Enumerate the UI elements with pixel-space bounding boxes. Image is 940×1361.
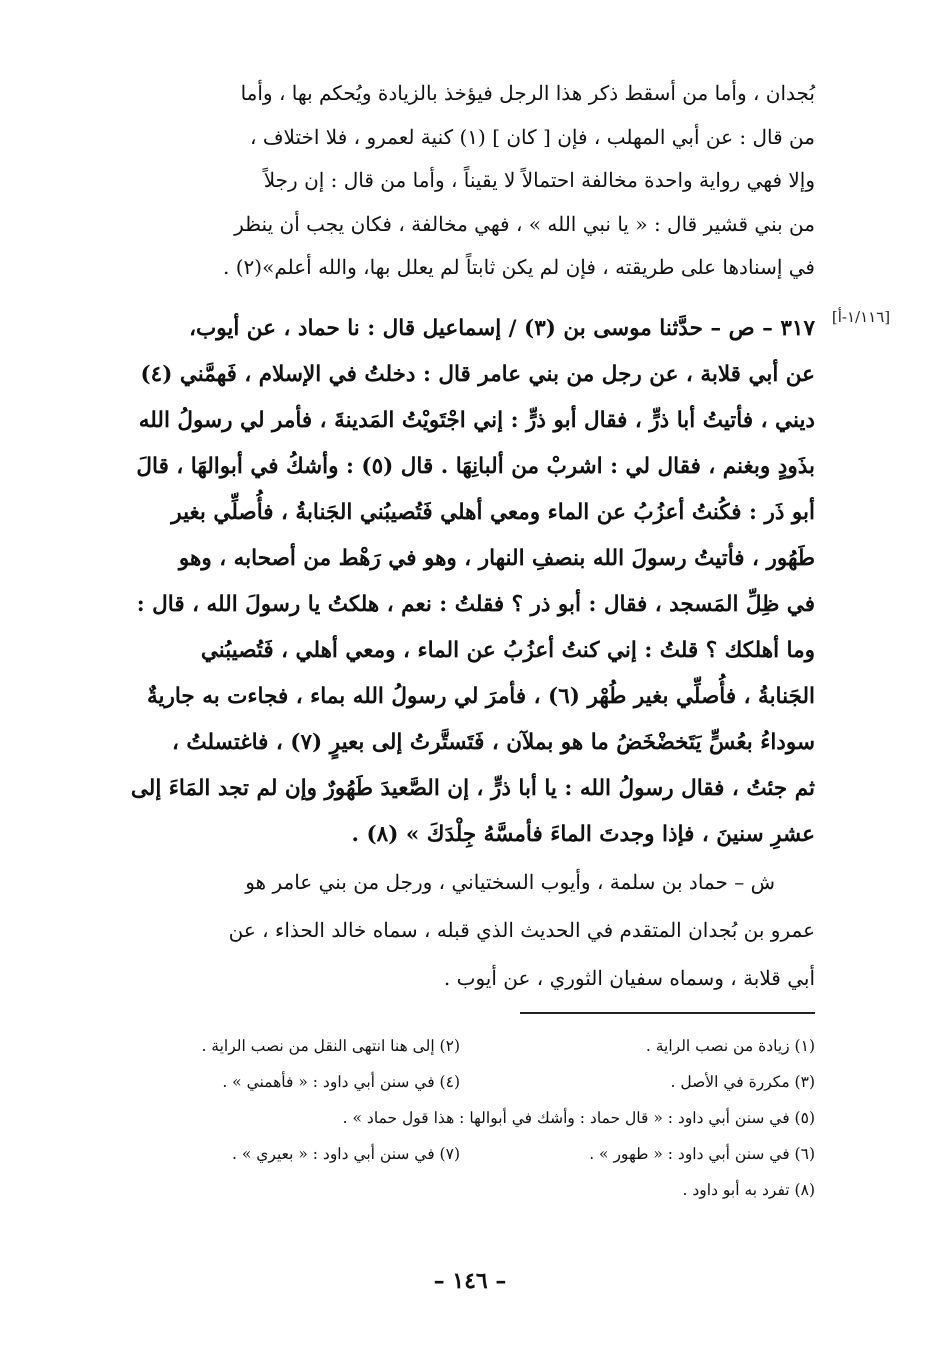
page-number: – ١٤٦ – [433,1268,507,1294]
footnote-divider [520,1012,815,1014]
text-line: سوداءُ بعُسٍّ يَتَخضْخَضُ ما هو بملآن ، فَتَستَّرتُ إلى بعيرٍ (٧) ، فاغتسلتُ ، [172,730,815,755]
footnote-row [105,1064,815,1100]
commentary-paragraph [105,72,815,290]
footnote-row [105,1136,815,1172]
text-line [105,858,815,906]
text-line: في ظِلِّ المَسجد ، فقال : أبو ذر ؟ فقلتُ : نعم ، هلكتُ يا رسولَ الله ، قال : [136,592,815,617]
text-line: في إسنادها على طريقته ، فإن لم يكن ثابتاً لم يعلل بها، والله أعلم»(٢) . [223,255,815,279]
text-line: بُجدان ، وأما من أسقط ذكر هذا الرجل فيؤخذ بالزيادة ويُحكم بها ، وأما [240,81,815,105]
footnote-row [105,1172,815,1208]
hadith-line-text: – ص – حدَّثنا موسى بن (٣) / إسماعيل قال : نا حماد ، عن أيوب، [189,316,773,341]
footnote: (٤) في سنن أبي داود : « فأهمني » . [222,1073,460,1091]
text-line: وإلا فهي رواية واحدة مخالفة احتمالاً لا يقيناً ، وأما من قال : إن رجلاً [263,168,815,192]
text-line: ثم جئتُ ، فقال رسولُ الله : يا أبا ذرٍّ ، إن الصَّعيدَ طَهُورٌ وإن لم تجد المَاءَ إلى [130,776,815,801]
sharh-line-text: ش – حماد بن سلمة ، وأيوب السختياني ، ورجل من بني عامر هو [245,870,775,894]
footnote: (٢) إلى هنا انتهى النقل من نصب الراية . [201,1037,460,1055]
text-line: من بني قشير قال : « يا نبي الله » ، فهي مخالفة ، فكان يجب أن ينظر [234,211,815,236]
text-line: من قال : عن أبي المهلب ، فإن [ كان ] (١) كنية لعمرو ، فلا اختلاف ، [250,124,815,149]
text-line: الجَنابةُ ، فأُصلِّي بغير طُهْر (٦) ، فأمرَ لي رسولُ الله بماء ، فجاءت به جاريةٌ [146,684,815,709]
footnote: (١) زيادة من نصب الراية . [645,1037,815,1055]
footnote: (٣) مكررة في الأصل . [670,1073,815,1091]
text-line: وما أهلكك ؟ قلتُ : إني كنتُ أعزُبُ عن الماء ، ومعي أهلي ، فَتُصيبُني [200,638,815,663]
footnote-row [105,1028,815,1064]
text-line: طَهُور ، فأتيتُ رسولَ الله بنصفِ النهار ، وهو في رَهْط من أصحابه ، وهو [178,546,815,571]
footnotes [105,1028,815,1208]
text-line: عشرِ سنينَ ، فإذا وجدتَ الماءَ فأمسَّهُ جِلْدَكَ » (٨) . [351,822,815,847]
footnote: (٦) في سنن أبي داود : « طهور » . [589,1145,815,1163]
hadith-text [105,306,815,858]
text-line [105,306,815,352]
text-line: أبي قلابة ، وسماه سفيان الثوري ، عن أيوب . [443,966,815,990]
sharh-paragraph [105,858,815,1002]
text-line: عمرو بن بُجدان المتقدم في الحديث الذي قبله ، سماه خالد الحذاء ، عن [228,918,815,942]
footnote: (٥) في سنن أبي داود : « قال حماد : وأشك في أبوالها : هذا قول حماد » . [342,1109,815,1127]
text-line: ديني ، فأتيتُ أبا ذرٍّ ، فقال أبو ذرٍّ : إني اجْتَويْتُ المَدينةَ ، فأمر لي رسولُ الله [138,408,815,433]
hadith-number: ٣١٧ [780,316,815,341]
footnote: (٧) في سنن أبي داود : « بعيري » . [232,1145,460,1163]
footnote: (٨) تفرد به أبو داود . [682,1181,815,1199]
text-line: أبو ذَر : فكُنتُ أعزُبُ عن الماء ومعي أهلي فَتُصيبُني الجَنابةُ ، فأُصلِّي بغير [171,500,815,525]
text-line: عن أبي قلابة ، عن رجل من بني عامر قال : دخلتُ في الإسلام ، فَهمَّني (٤) [140,362,815,387]
footnote-row [105,1100,815,1136]
manuscript-folio-reference: [١/١١٦-أ] [831,308,891,326]
text-line: بذَودٍ وبغنم ، فقال لي : اشربْ من ألبانِهَا . قال (٥) : وأشكُ في أبوالهَا ، قالَ [136,454,815,479]
